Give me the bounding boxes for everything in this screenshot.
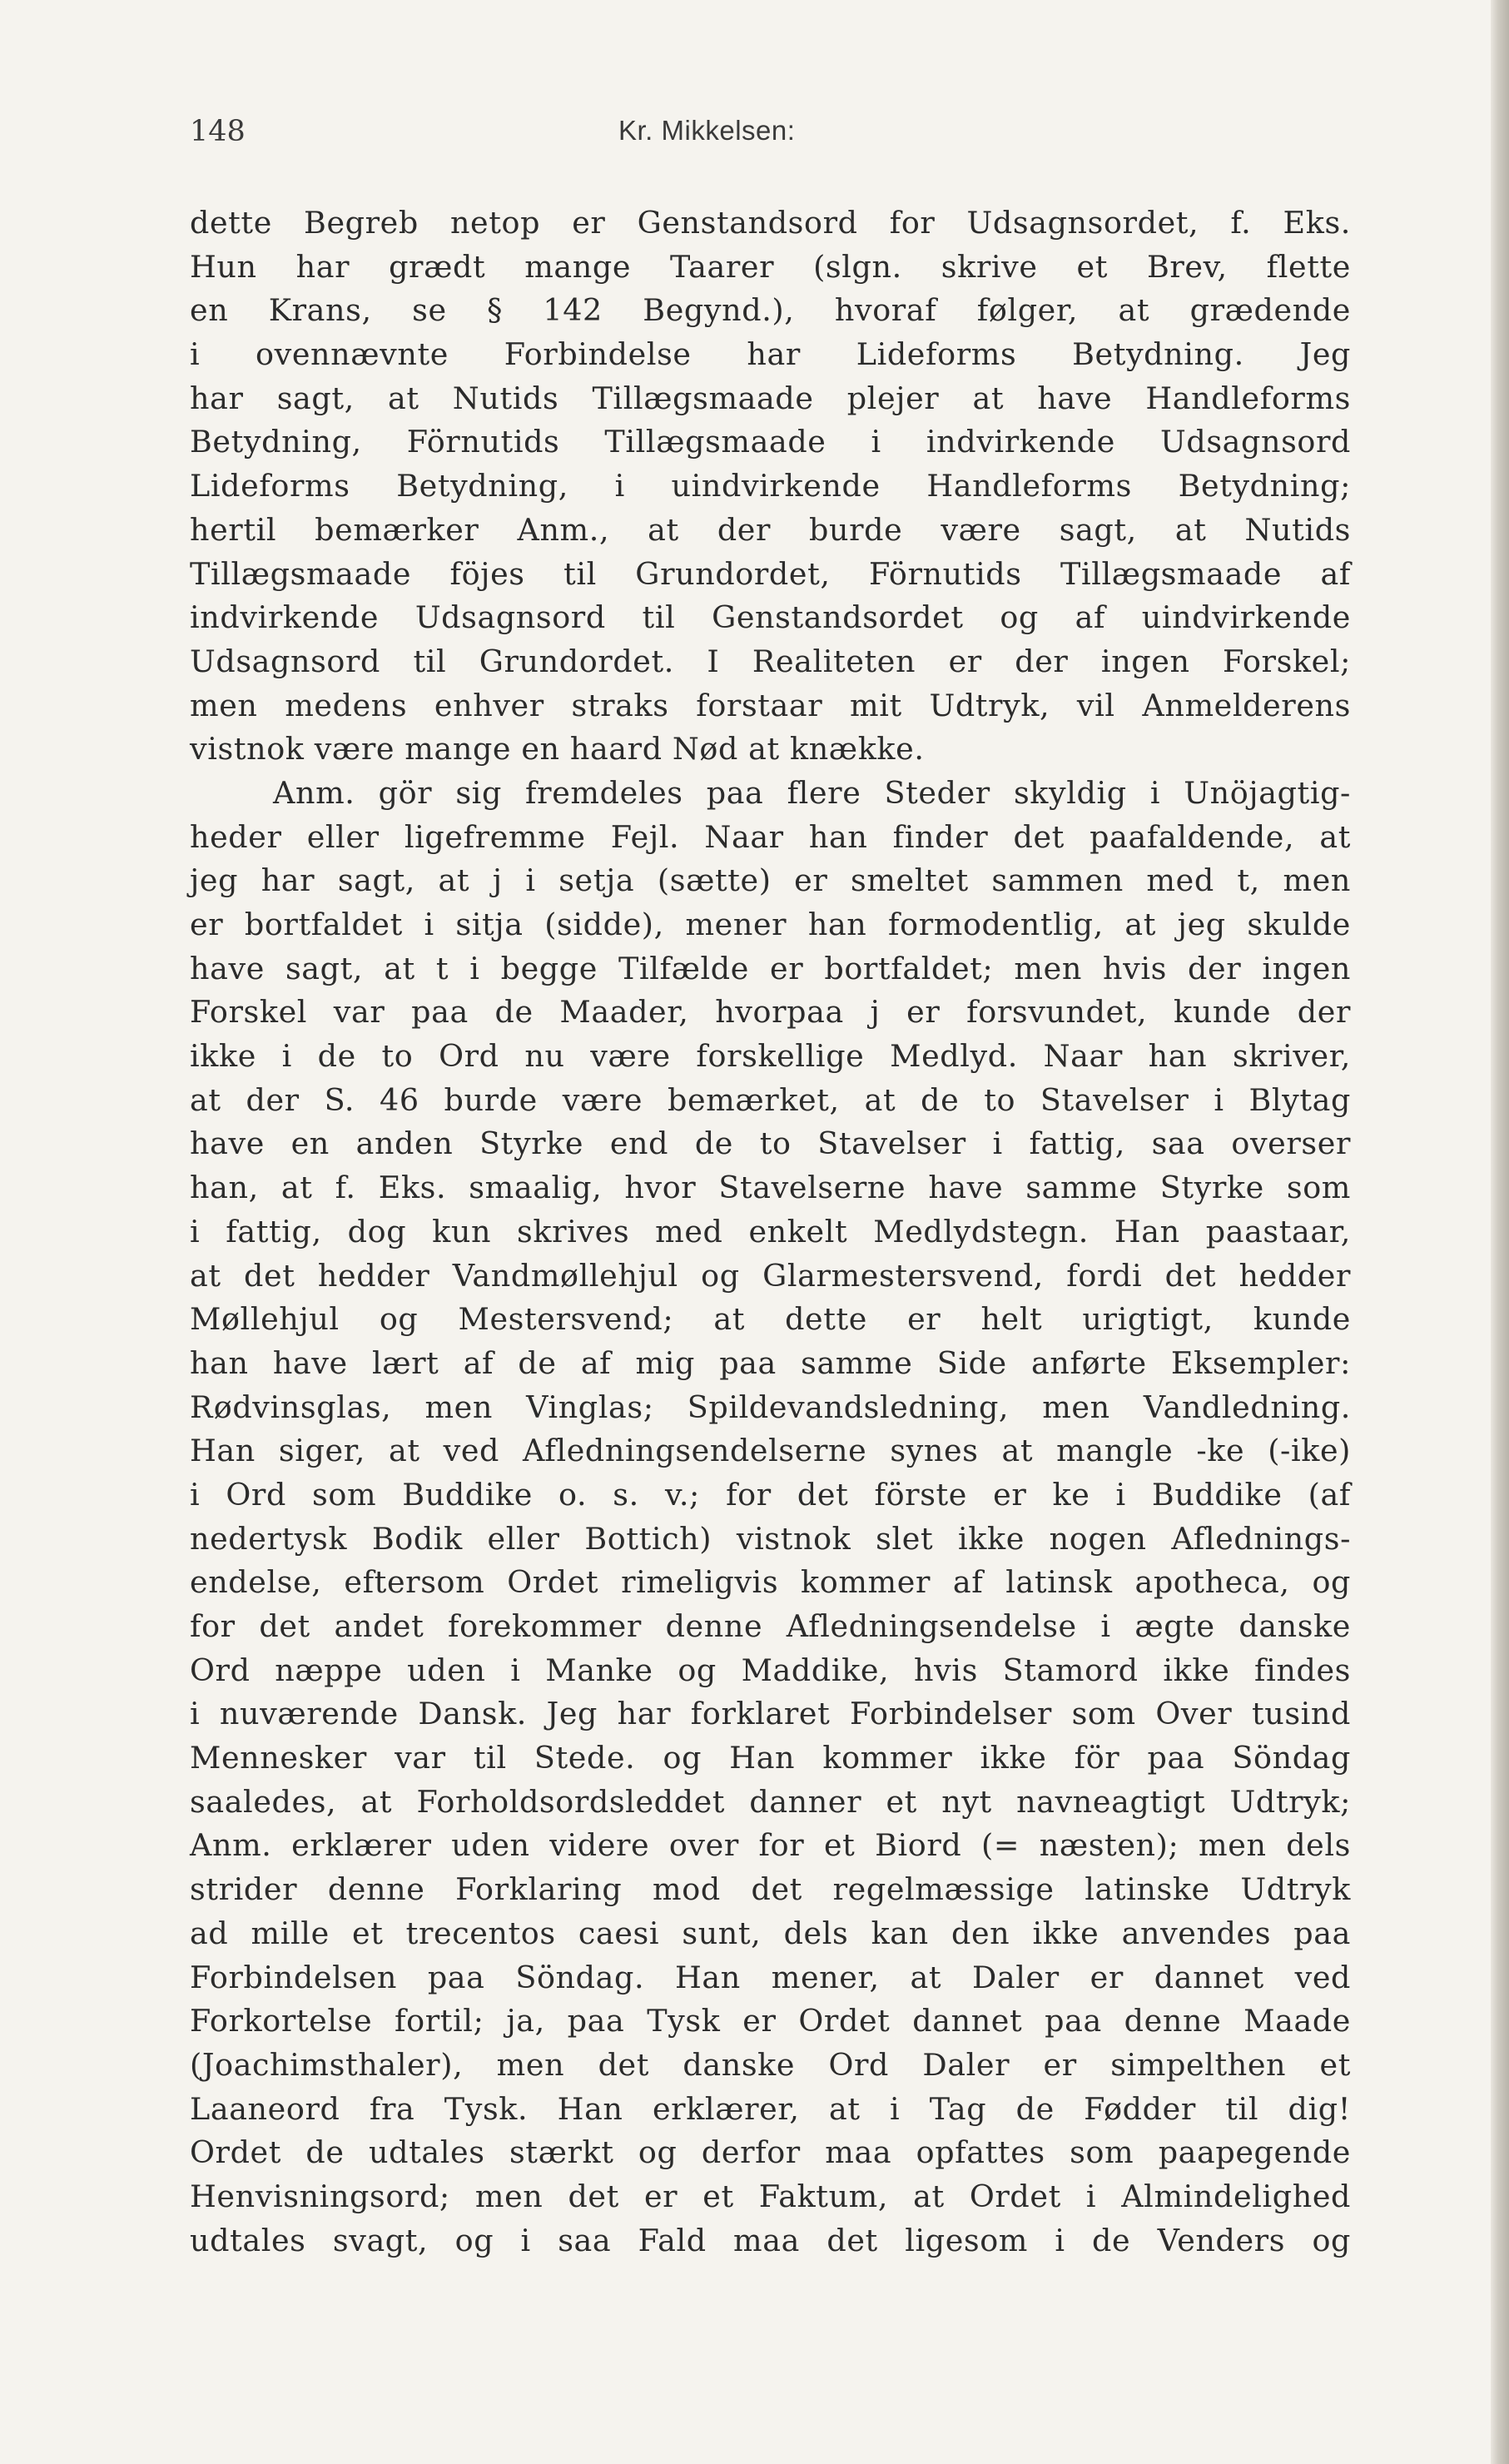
- text-line: Forskel var paa de Maader, hvorpaa j er forsvundet, kunde der: [190, 994, 1351, 1031]
- page-edge-shadow: [1491, 0, 1509, 2464]
- text-line: ikke i de to Ord nu være forskellige Medlyd. Naar han skriver,: [190, 1038, 1351, 1075]
- text-line: hertil bemærker Anm., at der burde være sagt, at Nutids: [190, 511, 1351, 548]
- page-header: [190, 115, 1355, 156]
- text-line: Møllehjul og Mestersvend; at dette er helt urigtigt, kunde: [190, 1301, 1351, 1338]
- text-line: Han siger, at ved Afledningsendelserne synes at mangle -ke (-ike): [190, 1433, 1351, 1469]
- text-line: Udsagnsord til Grundordet. I Realiteten er der ingen Forskel;: [190, 643, 1351, 679]
- text-line: at der S. 46 burde være bemærket, at de to Stavelser i Blytag: [190, 1081, 1351, 1118]
- text-line: Ord næppe uden i Manke og Maddike, hvis Stamord ikke findes: [190, 1652, 1351, 1688]
- text-line: endelse, eftersom Ordet rimeligvis kommer af latinsk apotheca, og: [190, 1564, 1351, 1601]
- text-line: (Joachimsthaler), men det danske Ord Daler er simpelthen et: [190, 2046, 1351, 2083]
- text-line: Forkortelse fortil; ja, paa Tysk er Ordet dannet paa denne Maade: [190, 2003, 1351, 2039]
- text-line: strider denne Forklaring mod det regelmæssige latinske Udtryk: [190, 1871, 1351, 1908]
- text-line: Hun har grædt mange Taarer (slgn. skrive et Brev, flette: [190, 248, 1351, 285]
- text-line: Mennesker var til Stede. og Han kommer ikke för paa Söndag: [190, 1740, 1351, 1776]
- text-line: han have lært af de af mig paa samme Side anførte Eksempler:: [190, 1344, 1351, 1381]
- text-line: dette Begreb netop er Genstandsord for Udsagnsordet, f. Eks.: [190, 205, 1351, 241]
- text-line: Forbindelsen paa Söndag. Han mener, at Daler er dannet ved: [190, 1959, 1351, 1995]
- text-line: i fattig, dog kun skrives med enkelt Medlydstegn. Han paastaar,: [190, 1213, 1351, 1249]
- text-line: Rødvinsglas, men Vinglas; Spildevandsledning, men Vandledning.: [190, 1388, 1351, 1425]
- text-line: men medens enhver straks forstaar mit Udtryk, vil Anmelderens: [190, 687, 1351, 723]
- text-line: saaledes, at Forholdsordsleddet danner et nyt navneagtigt Udtryk;: [190, 1783, 1351, 1820]
- text-line: jeg har sagt, at j i setja (sætte) er smeltet sammen med t, men: [190, 862, 1351, 899]
- running-head: Kr. Mikkelsen:: [618, 115, 796, 146]
- text-line: Betydning, Förnutids Tillægsmaade i indvirkende Udsagnsord: [190, 424, 1351, 460]
- text-line: heder eller ligefremme Fejl. Naar han finder det paafaldende, at: [190, 818, 1351, 855]
- text-line: i Ord som Buddike o. s. v.; for det förste er ke i Buddike (af: [190, 1476, 1351, 1513]
- body-text: [190, 201, 1351, 2263]
- paragraph-start-line: Anm. gör sig fremdeles paa flere Steder skyldig i Unöjagtig-: [273, 774, 1351, 811]
- text-line: Tillægsmaade föjes til Grundordet, Förnutids Tillægsmaade af: [190, 555, 1351, 592]
- text-line: er bortfaldet i sitja (sidde), mener han formodentlig, at jeg skulde: [190, 907, 1351, 942]
- text-line: en Krans, se § 142 Begynd.), hvoraf følger, at grædende: [190, 292, 1351, 329]
- text-line: Ordet de udtales stærkt og derfor maa opfattes som paapegende: [190, 2134, 1351, 2171]
- text-line: Anm. erklærer uden videre over for et Biord (= næsten); men dels: [190, 1827, 1351, 1864]
- text-line: har sagt, at Nutids Tillægsmaade plejer at have Handleforms: [190, 380, 1351, 416]
- text-line: vistnok være mange en haard Nød at knække.: [190, 731, 925, 768]
- page-number: 148: [190, 115, 246, 148]
- text-line: udtales svagt, og i saa Fald maa det ligesom i de Venders og: [190, 2222, 1351, 2258]
- text-line: have en anden Styrke end de to Stavelser i fattig, saa overser: [190, 1125, 1351, 1162]
- text-line: have sagt, at t i begge Tilfælde er bortfaldet; men hvis der ingen: [190, 950, 1351, 986]
- text-line: ad mille et trecentos caesi sunt, dels kan den ikke anvendes paa: [190, 1915, 1351, 1951]
- text-line: Lideforms Betydning, i uindvirkende Handleforms Betydning;: [190, 468, 1351, 504]
- text-line: i ovennævnte Forbindelse har Lideforms Betydning. Jeg: [190, 336, 1351, 373]
- text-line: at det hedder Vandmøllehjul og Glarmestersvend, fordi det hedder: [190, 1257, 1351, 1294]
- text-line: han, at f. Eks. smaalig, hvor Stavelserne have samme Styrke som: [190, 1170, 1351, 1206]
- text-line: for det andet forekommer denne Afledningsendelse i ægte danske: [190, 1608, 1351, 1644]
- text-line: Laaneord fra Tysk. Han erklærer, at i Tag de Fødder til dig!: [190, 2090, 1351, 2127]
- text-line: indvirkende Udsagnsord til Genstandsordet og af uindvirkende: [190, 599, 1351, 636]
- text-line: nedertysk Bodik eller Bottich) vistnok slet ikke nogen Aflednings-: [190, 1520, 1351, 1557]
- text-line: i nuværende Dansk. Jeg har forklaret Forbindelser som Over tusind: [190, 1696, 1351, 1732]
- text-line: Henvisningsord; men det er et Faktum, at Ordet i Almindelighed: [190, 2178, 1351, 2214]
